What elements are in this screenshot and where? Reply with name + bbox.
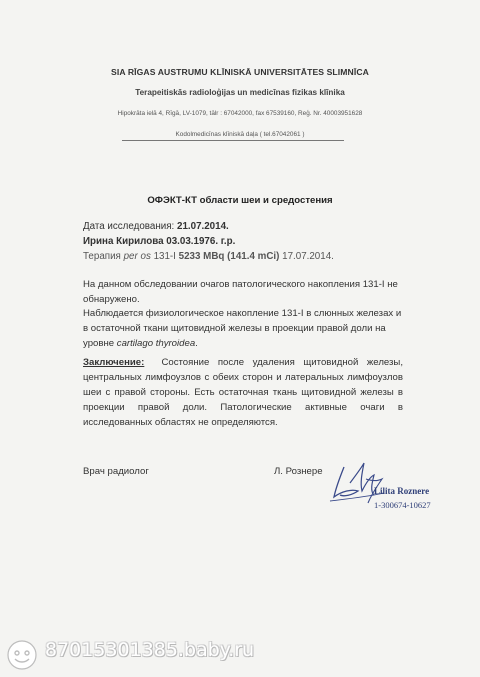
- exam-date-line: [83, 221, 229, 232]
- findings-paragraph-1: На данном обследовании очагов патологического накопления 131-I не обнаружено.: [83, 279, 398, 305]
- department-name: Terapeitiskās radioloģijas un medicīnas fizikas klīnika: [135, 88, 345, 97]
- watermark-text: 87015301385.baby.ru: [45, 639, 255, 661]
- institution-address: Hipokrāta ielā 4, Rīgā, LV-1079, tālr : 67042000, fax 67539160, Reģ. Nr. 40003951628: [117, 110, 363, 117]
- findings-end: .: [195, 338, 198, 349]
- report-title: ОФЭКТ-КТ области шеи и средостения: [147, 195, 333, 206]
- subunit-contact: Kodolmedicīnas klīniskā daļa ( tel.67042061 ): [175, 131, 305, 138]
- header-divider: [122, 140, 344, 141]
- therapy-isotope: 131-I: [153, 251, 176, 262]
- therapy-dose: 5233 MBq (141.4 mCi): [178, 251, 280, 262]
- findings-paragraph-2: [83, 306, 403, 351]
- findings-text: Наблюдается физиологическое накопление 131-I в слюнных железах и в остаточной ткани щитовидной железы в проекции правой доли на уровне: [83, 308, 402, 349]
- stamp-code: 1-300674-10627: [374, 500, 431, 510]
- patient-line: Ирина Кирилова 03.03.1976. г.р.: [83, 236, 236, 247]
- institution-name: SIA RĪGAS AUSTRUMU KLĪNISKĀ UNIVERSITĀTES SLIMNĪCA: [111, 67, 369, 77]
- doctor-role: Врач радиолог: [83, 466, 149, 477]
- exam-date-label: Дата исследования:: [83, 221, 175, 232]
- therapy-route: per os: [123, 251, 151, 262]
- stamp-name: Lilita Roznere: [374, 486, 430, 496]
- therapy-line: [83, 251, 334, 262]
- conclusion-paragraph: [83, 355, 403, 430]
- therapy-label: Терапия: [83, 251, 121, 262]
- exam-date-value: 21.07.2014.: [177, 221, 229, 232]
- doctor-name: Л. Рознере: [274, 466, 323, 477]
- therapy-date: 17.07.2014.: [282, 251, 334, 262]
- conclusion-label: Заключение:: [83, 357, 145, 368]
- conclusion-text: Состояние после удаления щитовидной железы, центральных лимфоузлов с обеих сторон и латеральных лимфоузлов шеи с правой стороны. Есть остаточная ткань щитовидной железы в проекции правой доли. Патологические активные очаги в исследованных областях не определяются.: [83, 357, 403, 428]
- anatomy-term: cartilago thyroidea: [116, 338, 196, 349]
